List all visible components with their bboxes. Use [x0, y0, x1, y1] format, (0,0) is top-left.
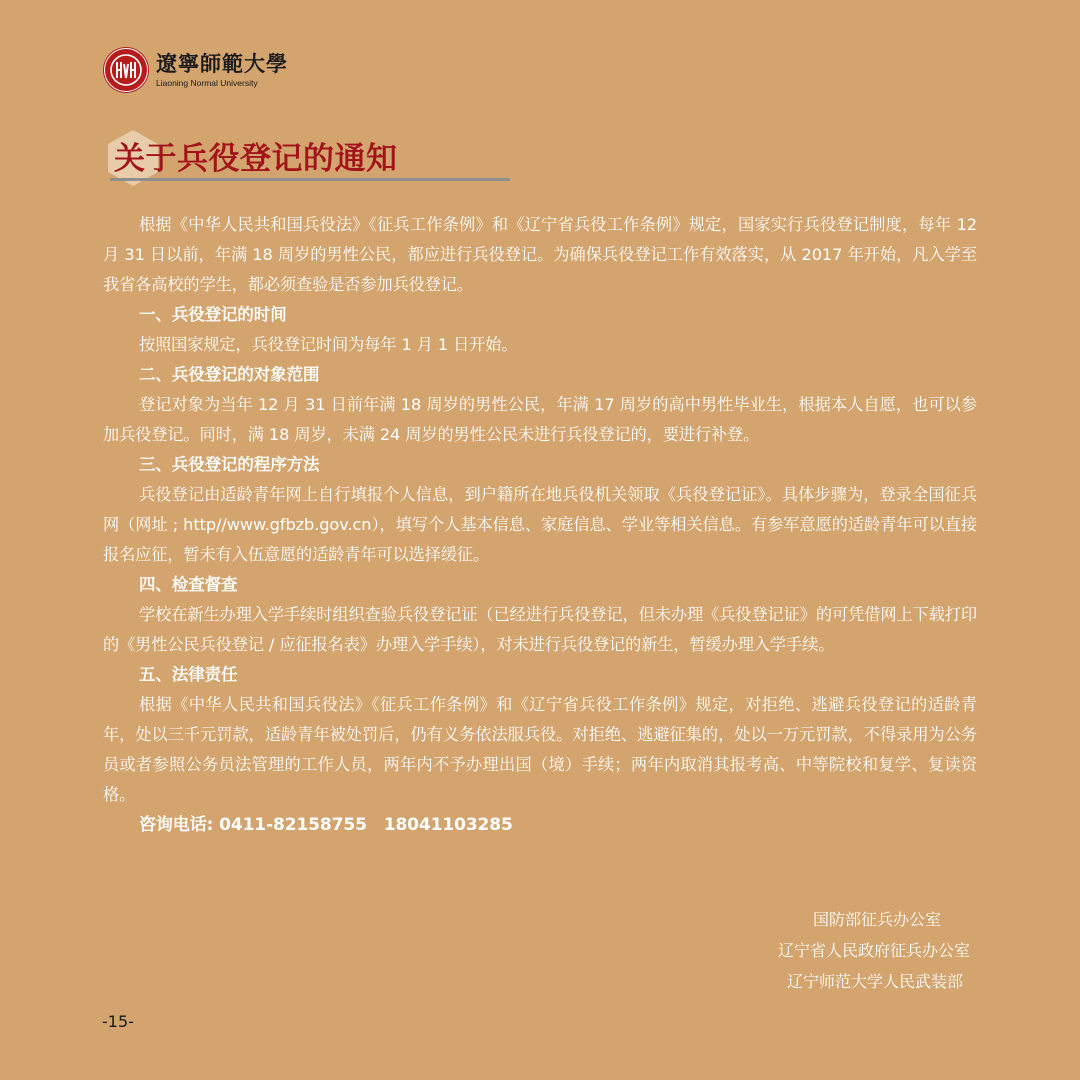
signature-line-3: 辽宁师范大学人民武装部 [786, 972, 963, 991]
signature-block [778, 904, 970, 997]
signature-line-2: 辽宁省人民政府征兵办公室 [777, 941, 970, 960]
page-number: -15- [102, 1012, 134, 1031]
university-name [156, 52, 288, 88]
notice-body [103, 210, 977, 840]
signature-line-1: 国防部征兵办公室 [812, 910, 941, 929]
intro-paragraph: 根据《中华人民共和国兵役法》《征兵工作条例》和《辽宁省兵役工作条例》规定，国家实行兵役登记制度，每年 12 月 31 日以前，年满 18 周岁的男性公民，都应进行兵役登记。为确保兵役登记工作有效落实，从 2017 年开始，凡入学至我省各高校的学生，都必须查验是否参加兵役登记。 [103, 215, 977, 294]
section-heading-liability: 五、法律责任 [139, 665, 238, 684]
university-name-en: Liaoning Normal University [156, 78, 258, 88]
page-title: 关于兵役登记的通知 [114, 141, 398, 177]
section-heading-inspection: 四、检查督查 [139, 575, 238, 594]
section-body-procedure: 兵役登记由适龄青年网上自行填报个人信息，到户籍所在地兵役机关领取《兵役登记证》。具体步骤为，登录全国征兵网（网址 ; http//www.gfbzb.gov.cn），填写个人基本信息、家庭信息、学业等相关信息。有参军意愿的适龄青年可以直接报名应征，暂未有入伍意愿的适龄青年可以选择缓征。 [103, 485, 977, 564]
section-heading-procedure: 三、兵役登记的程序方法 [139, 455, 320, 474]
university-name-cn: 遼寧師範大學 [156, 51, 288, 76]
university-header [103, 46, 288, 94]
section-heading-time: 一、兵役登记的时间 [139, 305, 287, 324]
contact-phone: 咨询电话: 0411-82158755 18041103285 [139, 815, 513, 835]
section-body-scope: 登记对象为当年 12 月 31 日前年满 18 周岁的男性公民，年满 17 周岁的高中男性毕业生，根据本人自愿，也可以参加兵役登记。同时，满 18 周岁，未满 24 周岁的男性公民未进行兵役登记的，要进行补登。 [103, 395, 977, 444]
university-seal-icon [103, 47, 149, 93]
section-body-liability: 根据《中华人民共和国兵役法》《征兵工作条例》和《辽宁省兵役工作条例》规定，对拒绝、逃避兵役登记的适龄青年，处以三千元罚款，适龄青年被处罚后，仍有义务依法服兵役。对拒绝、逃避征集的，处以一万元罚款，不得录用为公务员或者参照公务员法管理的工作人员，两年内不予办理出国（境）手续；两年内取消其报考高、中等院校和复学、复读资格。 [103, 695, 977, 804]
section-heading-scope: 二、兵役登记的对象范围 [139, 365, 320, 384]
section-body-time: 按照国家规定，兵役登记时间为每年 1 月 1 日开始。 [139, 335, 518, 354]
title-divider [110, 178, 510, 181]
section-body-inspection: 学校在新生办理入学手续时组织查验兵役登记证（已经进行兵役登记，但未办理《兵役登记证》的可凭借网上下载打印的《男性公民兵役登记 / 应征报名表》办理入学手续），对未进行兵役登记的新生，暂缓办理入学手续。 [103, 605, 977, 654]
